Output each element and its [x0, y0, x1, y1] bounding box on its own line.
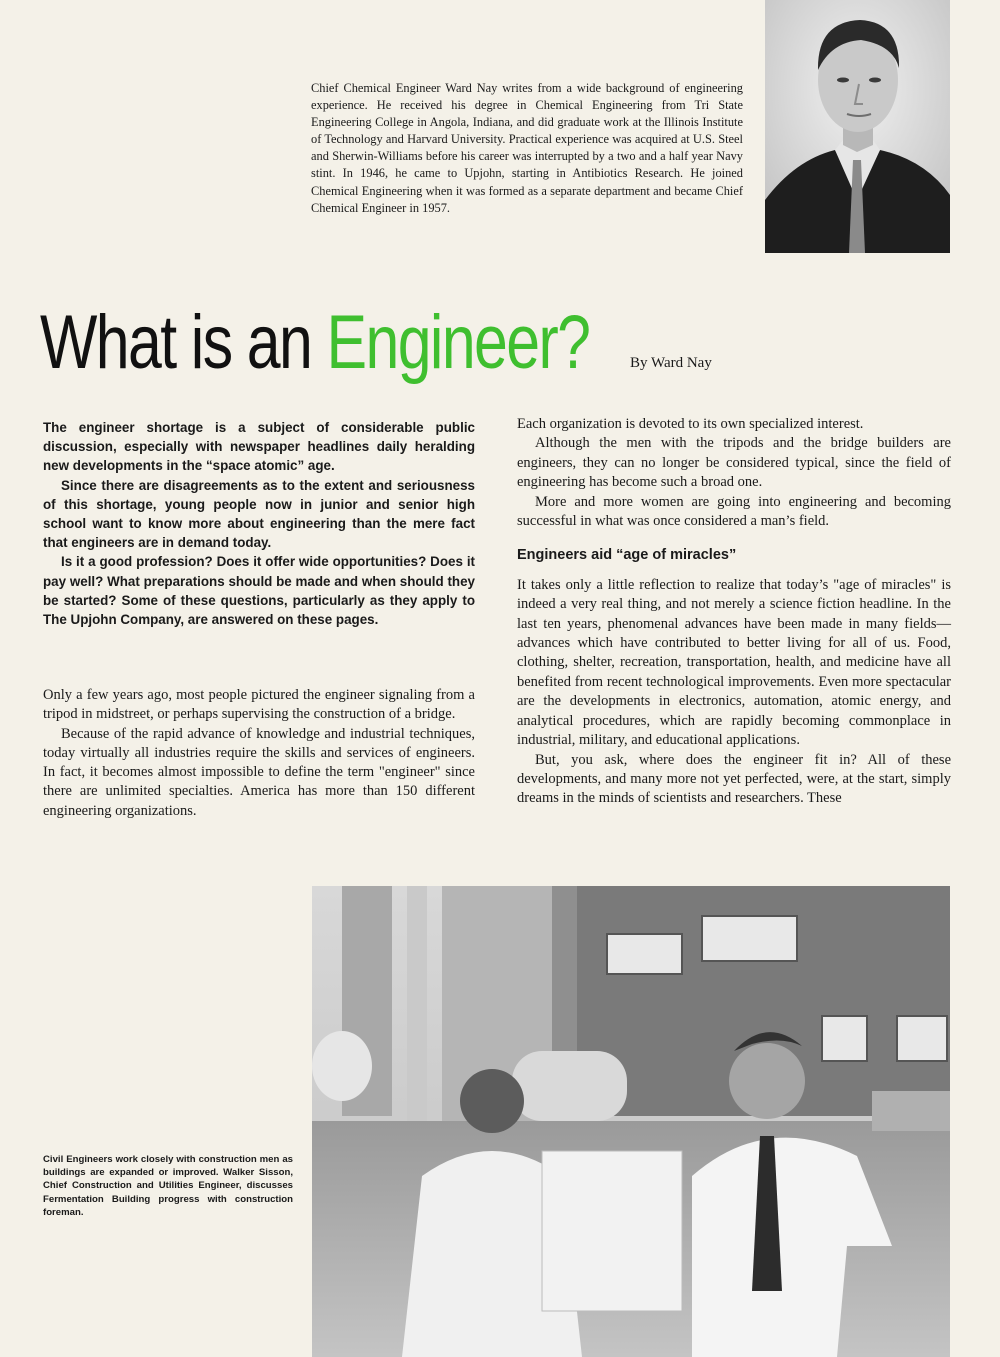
body-paragraph: Because of the rapid advance of knowledge and industrial techniques, today virtually all industries require the skills and services of engineers. In fact, it becomes almost impossible to define the term "engineer" since there are unlimited specialties. America has more than 150 different engineering organizations. — [43, 725, 475, 819]
intro-paragraph: Since there are disagreements as to the extent and seriousness of this shortage, young people now in junior and senior high school want to know more about engineering than the mere fact that engineers are in demand today. — [43, 477, 475, 551]
photo-caption: Civil Engineers work closely with construction men as buildings are expanded or improved. Walker Sisson, Chief Construction and Utilities Engineer, discusses Fermentation Building progress with construction foreman. — [43, 1154, 293, 1218]
intro-paragraph: The engineer shortage is a subject of considerable public discussion, especially with newspaper headlines daily heralding new developments in the “space atomic” age. — [43, 420, 475, 474]
right-column-body — [517, 415, 951, 809]
byline: By Ward Nay — [630, 355, 712, 371]
body-paragraph: More and more women are going into engineering and becoming successful in what was once considered a man’s field. — [517, 493, 951, 530]
title-part-what-is-an: What is an — [40, 300, 327, 385]
author-portrait-photo — [765, 0, 950, 253]
body-paragraph: It takes only a little reflection to realize that today’s "age of miracles" is indeed a very real thing, and not merely a science fiction headline. In the last ten years, phenomenal advances have been made in many fields—advances which have contributed to better living for all of us. Food, clothing, shelter, recreation, transportation, health, and medicine have all benefited from recent technological improvements. Even more spectacular are the developments in electronics, automation, atomic energy, and analytical procedures, which are rapidly becoming commonplace in industrial, military, and educational applications. — [517, 576, 951, 749]
body-paragraph: Each organization is devoted to its own specialized interest. — [517, 416, 864, 432]
article-title — [40, 298, 589, 388]
intro-section — [43, 418, 475, 629]
construction-image — [312, 886, 950, 1357]
body-paragraph: But, you ask, where does the engineer fit in? All of these developments, and many more not yet perfected, were, at the start, simply dreams in the minds of scientists and researchers. These — [517, 751, 951, 807]
title-part-engineer: Engineer? — [326, 300, 590, 385]
section-heading: Engineers aid “age of miracles” — [517, 547, 737, 564]
portrait-image — [765, 0, 950, 253]
left-column-body — [43, 686, 475, 821]
intro-paragraph: Is it a good profession? Does it offer wide opportunities? Does it pay well? What preparations should be made and when should they be started? Some of these questions, particularly as they apply to The Upjohn Company, are answered on these pages. — [43, 554, 475, 628]
author-bio: Chief Chemical Engineer Ward Nay writes from a wide background of engineering experience. He received his degree in Chemical Engineering from Tri State Engineering College in Angola, Indiana, and did graduate work at the Illinois Institute of Technology and Harvard University. Practical experience was acquired at U.S. Steel and Sherwin-Williams before his career was interrupted by a two and a half year Navy stint. In 1946, he came to Upjohn, starting in Antibiotics Research. He joined Chemical Engineering when it was formed as a separate department and became Chief Chemical Engineer in 1957. — [311, 81, 743, 215]
body-paragraph: Only a few years ago, most people pictured the engineer signaling from a tripod in midstreet, or perhaps supervising the construction of a bridge. — [43, 687, 475, 723]
body-paragraph: Although the men with the tripods and the bridge builders are engineers, they can no longer be considered typical, since the field of engineering has become such a broad one. — [517, 435, 951, 491]
construction-site-photo — [312, 886, 950, 1357]
